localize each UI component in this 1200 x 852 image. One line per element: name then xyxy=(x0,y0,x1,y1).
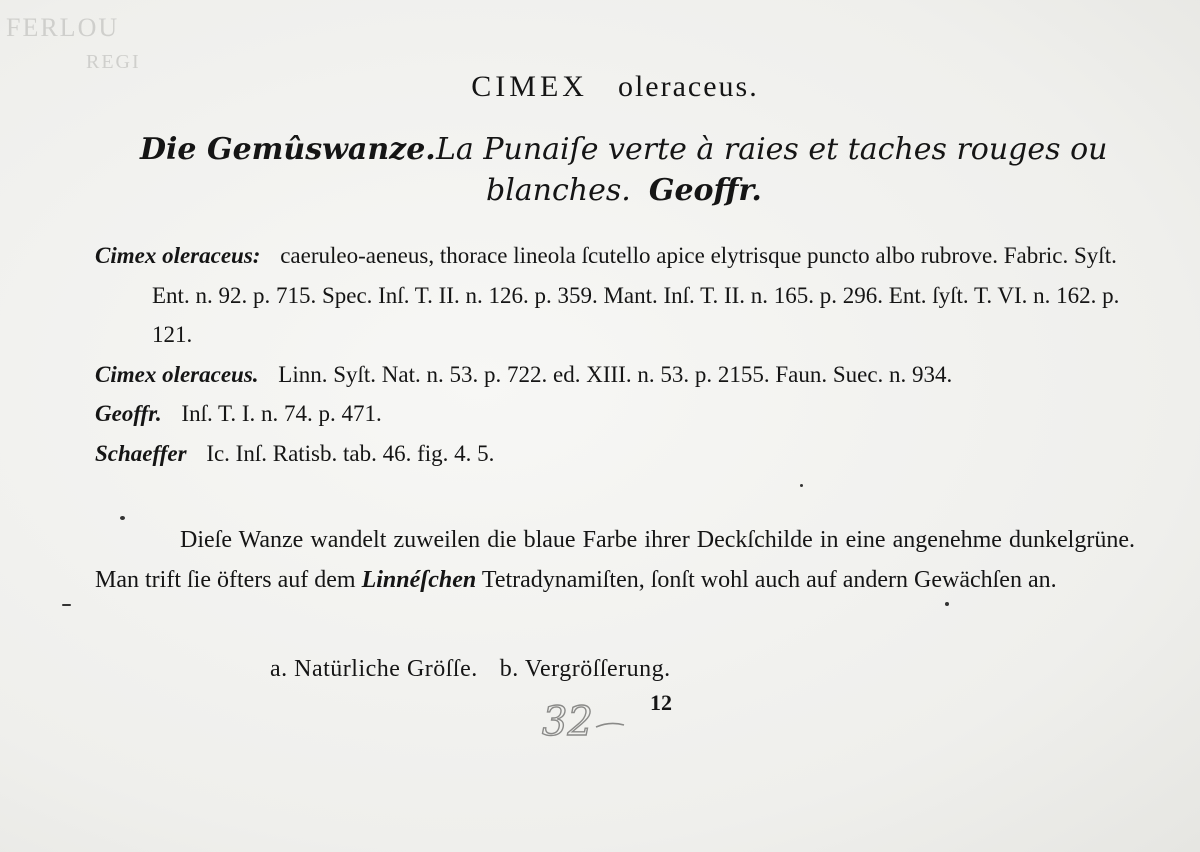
caption-b: b. Vergröſſerung. xyxy=(499,656,671,682)
reference-entry xyxy=(95,394,1135,434)
genus-name: CIMEX xyxy=(471,70,588,103)
pencil-stroke xyxy=(596,723,624,727)
ink-speck xyxy=(62,604,71,606)
reference-entry xyxy=(95,434,1135,474)
page-title xyxy=(0,70,1200,104)
page-number: 12 xyxy=(650,690,672,715)
french-name-line2: blanches. xyxy=(486,172,631,208)
french-name-author: Geoffr. xyxy=(648,172,762,208)
reference-text: Ic. Inſ. Ratisb. tab. 46. fig. 4. 5. xyxy=(206,440,495,466)
ink-speck xyxy=(945,602,949,606)
references-list xyxy=(95,236,1135,473)
reference-text: caeruleo-aeneus, thorace lineola ſcutello apice elytrisque puncto albo rubrove. Fabric. Syſt. Ent. n. 92. p. 715. Spec. Inſ. T. II. n. 126. p. 359. Mant. Inſ. T. II. n. 165. p. 296. Ent. ſyſt. T. VI. n. 162. p. 121. xyxy=(152,243,1120,347)
reference-name: Cimex oleraceus: xyxy=(95,243,261,268)
common-name-french xyxy=(436,130,1116,211)
reference-name: Schaeffer xyxy=(95,440,187,466)
description-paragraph: Dieſe Wanze wandelt zuweilen die blaue Farbe ihrer Deckſchilde in eine angenehme dunkelgrüne. Man trift ſie öfters auf dem Linnéſchen Tetradynamiſten, ſonſt wohl auch auf andern Gewächſen an. xyxy=(95,527,1135,593)
pencil-annotation xyxy=(538,697,633,747)
pencil-number: 32 xyxy=(542,699,593,745)
ink-speck xyxy=(800,484,803,487)
ink-speck xyxy=(120,516,125,520)
reference-name: Cimex oleraceus. xyxy=(95,361,259,387)
common-name-german: Die Gemûswanze. xyxy=(140,132,436,167)
french-name-line1: La Punaiſe verte à raies et taches rouges ou xyxy=(436,132,1108,167)
reference-name: Geoffr. xyxy=(95,401,162,426)
emphasized-term: Linnéſchen xyxy=(361,567,477,593)
reference-text: Inſ. T. I. n. 74. p. 471. xyxy=(181,401,382,426)
species-name: oleraceus. xyxy=(617,70,759,103)
reference-entry xyxy=(95,355,1135,395)
bleed-through-text: FERLOU REGI xyxy=(6,13,141,73)
reference-text: Linn. Syſt. Nat. n. 53. p. 722. ed. XIII. n. 53. p. 2155. Faun. Suec. n. 934. xyxy=(278,361,953,387)
reference-entry xyxy=(95,236,1135,355)
figure-caption xyxy=(270,656,671,683)
caption-a: a. Natürliche Gröſſe. xyxy=(270,656,478,682)
